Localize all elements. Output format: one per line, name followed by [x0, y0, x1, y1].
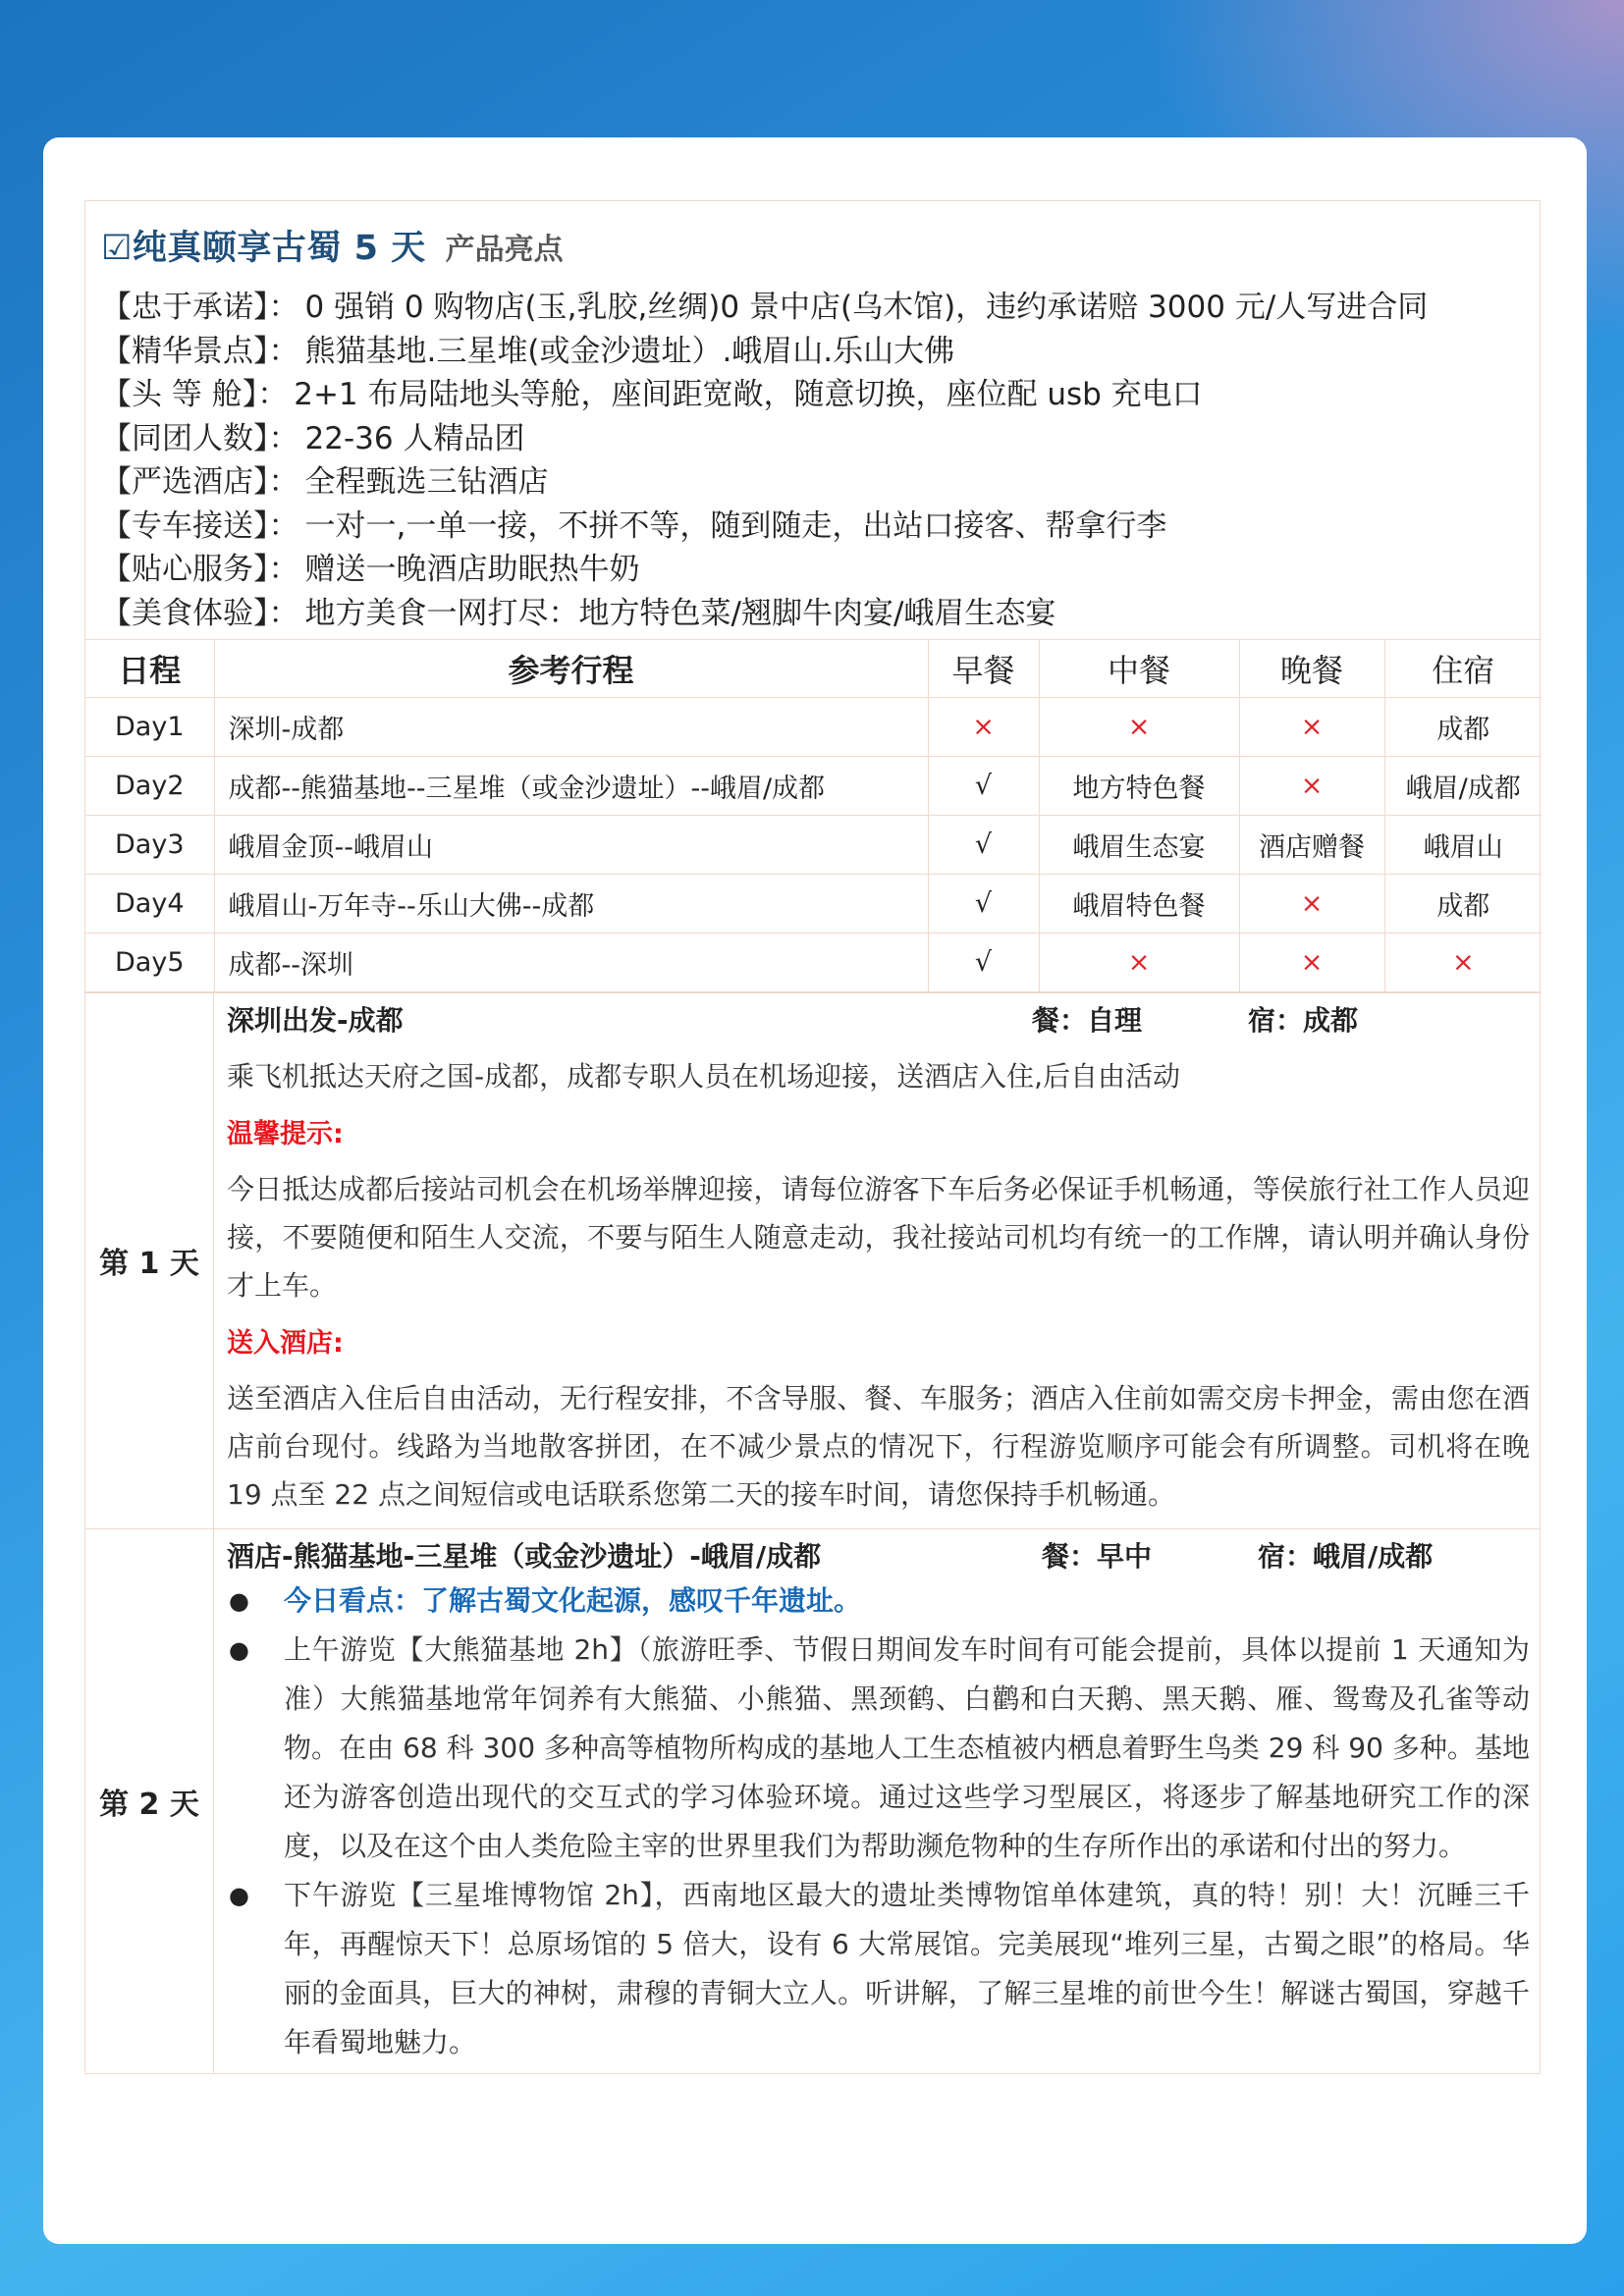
bullet-icon: ● — [229, 1586, 249, 1615]
day2-bullet-sanxingdui: 下午游览【三星堆博物馆 2h】，西南地区最大的遗址类博物馆单体建筑，真的特！别！大！沉睡三千年，再醒惊天下！总原场馆的 5 倍大，设有 6 大常展馆。完美展现“堆列三星，古蜀之眼”的格局。华丽的金面具，巨大的神树，肃穆的青铜大立人。听讲解，了解三星堆的前世今生！解谜古蜀国，穿越千年看蜀地魅力。 — [284, 1878, 1530, 2058]
day2-meal: 餐：早中 — [1042, 1539, 1153, 1573]
list-item — [227, 1576, 1530, 1626]
cell-lunch: × — [1039, 933, 1239, 991]
highlight-row — [101, 505, 1524, 549]
table-row — [85, 874, 1542, 933]
day1-hotel-text: 送至酒店入住后自由活动，无行程安排，不含导服、餐、车服务；酒店入住前如需交房卡押金，需由您在酒店前台现付。线路为当地散客拼团，在不减少景点的情况下，行程游览顺序可能会有所调整。司机将在晚 19 点至 22 点之间短信或电话联系您第二天的接车时间，请您保持手机畅通。 — [227, 1381, 1530, 1511]
highlight-key: 【精华景点】： — [101, 333, 299, 369]
bullet-icon: ● — [229, 1635, 249, 1664]
highlight-row — [101, 330, 1524, 374]
day2-label: 第 2 天 — [85, 1529, 214, 2073]
highlight-row — [101, 548, 1524, 592]
highlight-key: 【头 等 舱】： — [101, 377, 289, 412]
day2-section — [85, 1528, 1540, 2073]
highlight-value: 2+1 布局陆地头等舱，座间距宽敞，随意切换，座位配 usb 充电口 — [294, 377, 1203, 412]
cell-breakfast: √ — [928, 933, 1039, 991]
day2-stay: 宿：峨眉/成都 — [1258, 1539, 1434, 1573]
cell-breakfast: √ — [928, 756, 1039, 815]
highlight-value: 地方美食一网打尽：地方特色菜/翘脚牛肉宴/峨眉生态宴 — [304, 595, 1056, 631]
day1-body — [214, 993, 1540, 1528]
cell-stay: × — [1384, 933, 1542, 991]
cell-stay: 成都 — [1384, 874, 1542, 933]
cell-route: 深圳-成都 — [214, 697, 928, 756]
day1-intro: 乘飞机抵达天府之国-成都，成都专职人员在机场迎接，送酒店入住,后自由活动 — [227, 1059, 1181, 1093]
list-item — [227, 1871, 1530, 2067]
day1-stay: 宿：成都 — [1248, 1003, 1359, 1037]
highlight-value: 熊猫基地.三星堆(或金沙遗址）.峨眉山.乐山大佛 — [304, 333, 955, 369]
cell-route: 成都--熊猫基地--三星堆（或金沙遗址）--峨眉/成都 — [214, 756, 928, 815]
cell-lunch: 地方特色餐 — [1039, 756, 1239, 815]
cell-breakfast: × — [928, 697, 1039, 756]
cell-route: 峨眉金顶--峨眉山 — [214, 815, 928, 874]
itinerary-frame — [84, 200, 1541, 2074]
cell-breakfast: √ — [928, 874, 1039, 933]
highlight-value: 全程甄选三钻酒店 — [304, 464, 549, 500]
highlight-row — [101, 460, 1524, 505]
highlight-row — [101, 373, 1524, 417]
highlight-key: 【美食体验】： — [101, 595, 299, 631]
cell-day: Day4 — [85, 874, 214, 933]
cell-dinner: × — [1239, 874, 1384, 933]
day2-body — [214, 1529, 1540, 2073]
cell-dinner: × — [1239, 697, 1384, 756]
cell-lunch: 峨眉生态宴 — [1039, 815, 1239, 874]
cell-dinner: 酒店赠餐 — [1239, 815, 1384, 874]
day1-hotel-title: 送入酒店: — [227, 1327, 344, 1359]
highlight-value: 一对一,一单一接，不拼不等，随到随走，出站口接客、帮拿行李 — [304, 507, 1167, 544]
cell-day: Day5 — [85, 933, 214, 991]
day1-label: 第 1 天 — [85, 993, 214, 1528]
table-row — [85, 815, 1542, 874]
cell-route: 成都--深圳 — [214, 933, 928, 991]
header-stay: 住宿 — [1384, 640, 1542, 697]
cell-breakfast: √ — [928, 815, 1039, 874]
day2-title: 酒店-熊猫基地-三星堆（或金沙遗址）-峨眉/成都 — [227, 1539, 822, 1573]
highlight-row — [101, 286, 1524, 330]
day1-tip-title: 温馨提示: — [227, 1118, 344, 1149]
cell-day: Day2 — [85, 756, 214, 815]
product-subtitle: 产品亮点 — [445, 233, 564, 267]
highlight-row — [101, 592, 1524, 636]
highlight-value: 22-36 人精品团 — [304, 420, 525, 456]
table-row — [85, 697, 1542, 756]
list-item — [227, 1626, 1530, 1871]
day1-tip-text: 今日抵达成都后接站司机会在机场举牌迎接，请每位游客下车后务必保证手机畅通，等侯旅行社工作人员迎接，不要随便和陌生人交流，不要与陌生人随意走动，我社接站司机均有统一的工作牌，请认明并确认身份才上车。 — [227, 1172, 1530, 1302]
bullet-icon: ● — [229, 1881, 249, 1909]
day2-highlight: 今日看点：了解古蜀文化起源，感叹千年遗址。 — [284, 1583, 862, 1617]
table-header-row — [85, 640, 1542, 697]
table-row — [85, 756, 1542, 815]
day2-header — [227, 1537, 1530, 1576]
highlight-value: 0 强销 0 购物店(玉,乳胶,丝绸)0 景中店(乌木馆)，违约承诺赔 3000 元/人写进合同 — [304, 290, 1429, 325]
table-row — [85, 933, 1542, 991]
highlight-key: 【同团人数】： — [101, 420, 299, 456]
cell-day: Day3 — [85, 815, 214, 874]
highlight-key: 【忠于承诺】： — [101, 290, 299, 325]
header-day: 日程 — [85, 640, 214, 697]
cell-stay: 峨眉/成都 — [1384, 756, 1542, 815]
cell-day: Day1 — [85, 697, 214, 756]
title-row — [101, 221, 1524, 270]
cell-dinner: × — [1239, 756, 1384, 815]
cell-lunch: 峨眉特色餐 — [1039, 874, 1239, 933]
cell-dinner: × — [1239, 933, 1384, 991]
highlight-value: 赠送一晚酒店助眠热牛奶 — [304, 552, 640, 587]
highlight-key: 【专车接送】： — [101, 507, 299, 544]
highlight-key: 【严选酒店】： — [101, 464, 299, 500]
day1-meal: 餐：自理 — [1032, 1003, 1143, 1037]
day1-header — [227, 1001, 1530, 1041]
day2-bullet-list — [227, 1576, 1530, 2067]
cell-lunch: × — [1039, 697, 1239, 756]
highlight-row — [101, 417, 1524, 461]
header-breakfast: 早餐 — [928, 640, 1039, 697]
day1-title: 深圳出发-成都 — [227, 1003, 404, 1037]
cell-stay: 峨眉山 — [1384, 815, 1542, 874]
header-route: 参考行程 — [214, 640, 928, 697]
header-dinner: 晚餐 — [1239, 640, 1384, 697]
day2-bullet-panda: 上午游览【大熊猫基地 2h】（旅游旺季、节假日期间发车时间有可能会提前，具体以提前 1 天通知为准）大熊猫基地常年饲养有大熊猫、小熊猫、黑颈鹤、白鹳和白天鹅、黑天鹅、雁、鸳鸯及孔雀等动物。在由 68 科 300 多种高等植物所构成的基地人工生态植被内栖息着野生鸟类 29 科 90 多种。基地还为游客创造出现代的交互式的学习体验环境。通过这些学习型展区，将逐步了解基地研究工作的深度，以及在这个由人类危险主宰的世界里我们为帮助濒危物种的生存所作出的承诺和付出的努力。 — [284, 1632, 1530, 1862]
cell-stay: 成都 — [1384, 697, 1542, 756]
highlights-section — [85, 201, 1540, 640]
day1-section — [85, 992, 1540, 1528]
highlight-key: 【贴心服务】： — [101, 552, 299, 587]
product-title: ☑纯真颐享古蜀 5 天 — [101, 229, 426, 268]
header-lunch: 中餐 — [1039, 640, 1239, 697]
cell-route: 峨眉山-万年寺--乐山大佛--成都 — [214, 874, 928, 933]
schedule-table — [85, 640, 1542, 992]
